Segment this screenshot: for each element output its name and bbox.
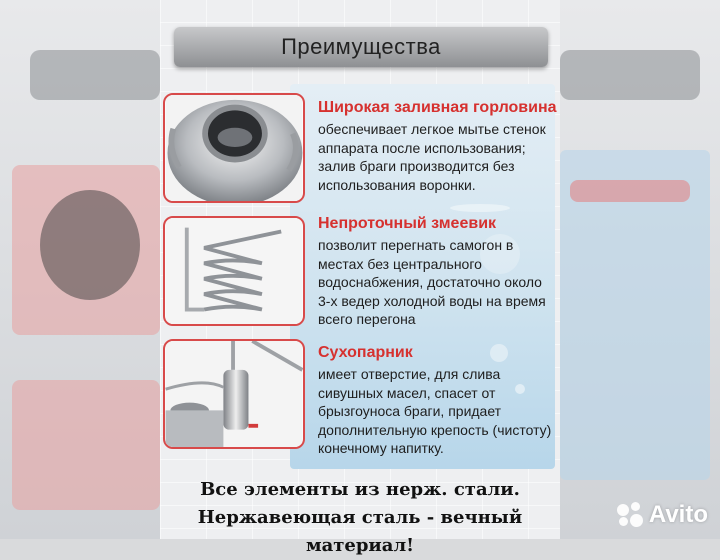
dry-steamer-photo <box>163 339 305 449</box>
feature-title: Непроточный змеевик <box>318 215 497 232</box>
advantages-poster <box>160 0 560 556</box>
feature-coil <box>318 214 558 329</box>
dry-steamer-illustration <box>165 341 303 447</box>
coil-illustration <box>165 218 303 324</box>
feature-description: имеет отверстие, для слива сивушных масел, спасет от брызгоуноса браги, придает дополнительную крепость (чистоту) конечному напитку. <box>318 366 552 456</box>
feature-title: Широкая заливная горловина <box>318 99 557 116</box>
feature-description: обеспечивает легкое мытье стенок аппарата после использования; залив браги производится без использования воронки. <box>318 121 546 193</box>
feature-description: позволит перегнать самогон в местах без центрального водоснабжения, достаточно около 3-х ведер холодной воды на время всего перегона <box>318 237 546 327</box>
filler-neck-illustration <box>165 95 303 201</box>
header-bar <box>174 27 548 67</box>
blur-header-shape-right <box>560 50 700 100</box>
feature-filler-neck <box>318 98 558 194</box>
blur-title-shape <box>570 180 690 202</box>
filler-neck-photo <box>163 93 305 203</box>
coil-photo <box>163 216 305 326</box>
page-title: Преимущества <box>281 34 441 59</box>
blur-photo-shape-2 <box>12 380 160 510</box>
avito-watermark <box>617 501 708 529</box>
blur-dark-shape <box>40 190 140 300</box>
feature-dry-steamer <box>318 343 558 458</box>
footer-line-1: Все элементы из нерж. стали. <box>200 479 520 500</box>
blur-header-shape <box>30 50 160 100</box>
background-left-blur <box>0 0 160 539</box>
feature-title: Сухопарник <box>318 344 413 361</box>
footer-slogan <box>160 476 560 560</box>
avito-logo-text: Avito <box>648 501 708 528</box>
splash-decoration <box>450 204 510 212</box>
avito-logo-icon <box>617 502 643 528</box>
background-right-blur <box>560 0 720 539</box>
footer-line-2: Нержавеющая сталь - вечный материал! <box>197 507 523 556</box>
